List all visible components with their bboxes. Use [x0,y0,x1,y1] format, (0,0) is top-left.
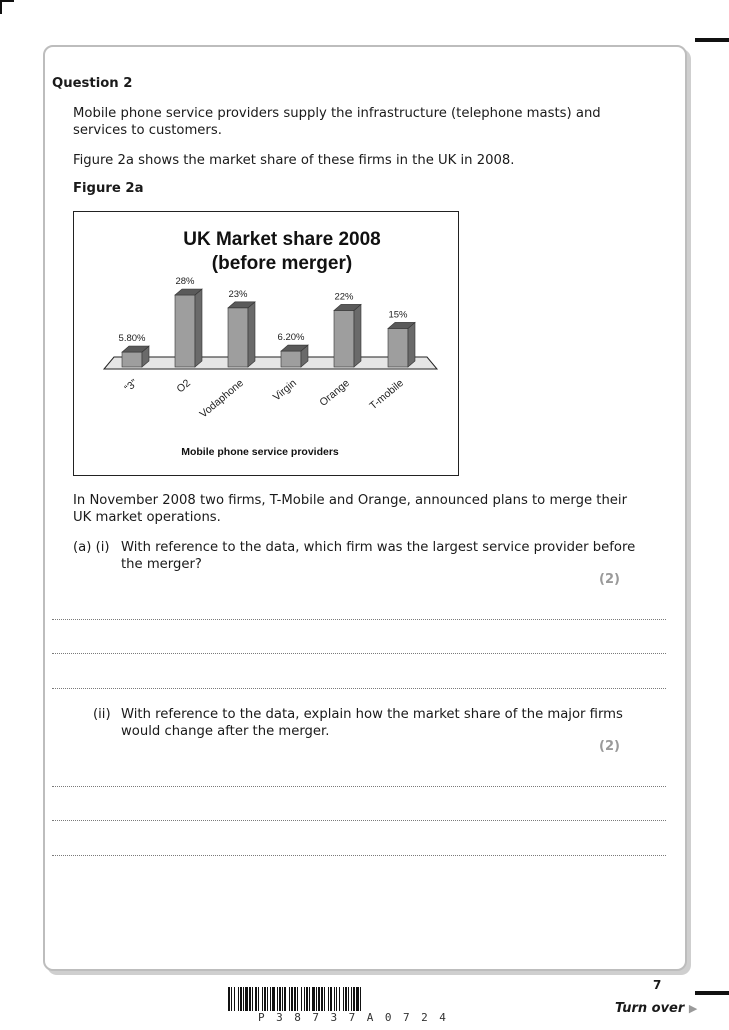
barcode-bar [238,987,239,1011]
market-share-chart [73,211,459,476]
part-a-i-label: (a) (i) [73,540,110,555]
data-label-5: 15% [388,309,408,321]
turn-over[interactable] [615,1001,697,1016]
answer-line[interactable] [52,820,666,821]
margin-mark-bottom-right [695,991,729,995]
barcode-bar [339,987,340,1011]
bar-side-1 [195,289,202,367]
category-label-5: T-mobile [367,377,406,413]
part-a-ii-line-1: With reference to the data, explain how the market share of the major firms [121,707,623,722]
question-heading: Question 2 [52,76,133,91]
part-a-ii-label: (ii) [93,707,111,722]
page-number: 7 [653,978,662,992]
answer-line[interactable] [52,619,666,620]
data-label-4: 22% [334,291,354,303]
answer-line[interactable] [52,653,666,654]
barcode-bar [262,987,263,1011]
barcode-bar [272,987,275,1011]
barcode-bar [277,987,278,1011]
barcode-bar [243,987,244,1011]
barcode-bar [306,987,308,1011]
chart-title-line-1: UK Market share 2008 [183,229,381,250]
barcode-bar [258,987,259,1011]
part-a-i-line-1: With reference to the data, which firm was the largest service provider before [121,540,636,555]
category-label-4: Orange [317,377,352,409]
barcode-bar [267,987,268,1011]
barcode-bar [351,987,352,1011]
triangle-right-icon: ▶ [688,1002,698,1015]
answer-line[interactable] [52,855,666,856]
barcode-bar [348,987,349,1011]
barcode-bar [228,987,230,1011]
category-label-3: Virgin [270,377,299,404]
barcode-bar [249,987,251,1011]
intro-line-2: services to customers. [73,123,222,138]
barcode-bar [330,987,332,1011]
bar-2 [228,308,248,367]
bar-5 [388,328,408,367]
barcode-bar [270,987,271,1011]
barcode-bar [240,987,242,1011]
figure-reference: Figure 2a shows the market share of these firms in the UK in 2008. [73,153,515,168]
data-label-3: 6.20% [277,332,305,344]
barcode-bar [282,987,283,1011]
chart-x-axis-label: Mobile phone service providers [181,446,339,458]
bar-0 [122,352,142,367]
barcode-bar [360,987,361,1011]
part-a-ii-line-2: would change after the merger. [121,724,330,739]
intro-line-1: Mobile phone service providers supply the infrastructure (telephone masts) and [73,106,601,121]
barcode-bar [301,987,302,1011]
barcode-bar [297,987,298,1011]
data-label-1: 28% [175,276,195,287]
barcode-bar [245,987,248,1011]
figure-label: Figure 2a [73,181,144,196]
barcode-bar [316,987,317,1011]
chart-title-line-2: (before merger) [211,253,353,274]
barcode-bar [343,987,344,1011]
barcode-bar [356,987,359,1011]
barcode-bar [345,987,347,1011]
corner-mark-top-left-v [0,0,2,14]
bar-side-5 [408,322,415,367]
barcode-bar [231,987,232,1011]
data-label-2: 23% [228,288,248,300]
category-label-0: “3” [122,377,140,395]
barcode-bar [279,987,281,1011]
merger-line-1: In November 2008 two firms, T-Mobile and Orange, announced plans to merge their [73,493,627,508]
barcode [228,987,496,1011]
chart-svg [74,212,458,475]
margin-mark-top-right [695,38,729,42]
part-a-i-marks: (2) [599,572,620,587]
barcode-bar [318,987,320,1011]
bar-side-4 [354,304,361,367]
barcode-bar [255,987,257,1011]
category-label-1: O2 [174,377,193,396]
barcode-text: P38737A0724 [258,1011,458,1024]
merger-line-2: UK market operations. [73,510,221,525]
barcode-bar [312,987,315,1011]
corner-mark-top-left-h [0,0,14,2]
barcode-bar [328,987,329,1011]
barcode-bar [304,987,305,1011]
bar-side-2 [248,302,255,367]
answer-line[interactable] [52,688,666,689]
barcode-bar [309,987,310,1011]
barcode-bar [289,987,290,1011]
bar-3 [281,351,301,367]
barcode-bar [321,987,323,1011]
part-a-i-line-2: the merger? [121,557,202,572]
barcode-bar [336,987,337,1011]
barcode-bar [291,987,293,1011]
barcode-bar [264,987,266,1011]
barcode-bar [284,987,286,1011]
bar-1 [175,295,195,367]
answer-line[interactable] [52,786,666,787]
barcode-bar [353,987,355,1011]
part-a-ii-marks: (2) [599,739,620,754]
chart-floor [104,357,437,369]
barcode-bar [294,987,296,1011]
barcode-bar [334,987,335,1011]
turn-over-label: Turn over [615,1001,685,1016]
bar-4 [334,310,354,367]
category-label-2: Vodaphone [197,377,246,421]
barcode-bar [324,987,325,1011]
barcode-bar [234,987,235,1011]
barcode-bar [252,987,253,1011]
data-label-0: 5.80% [118,333,146,345]
